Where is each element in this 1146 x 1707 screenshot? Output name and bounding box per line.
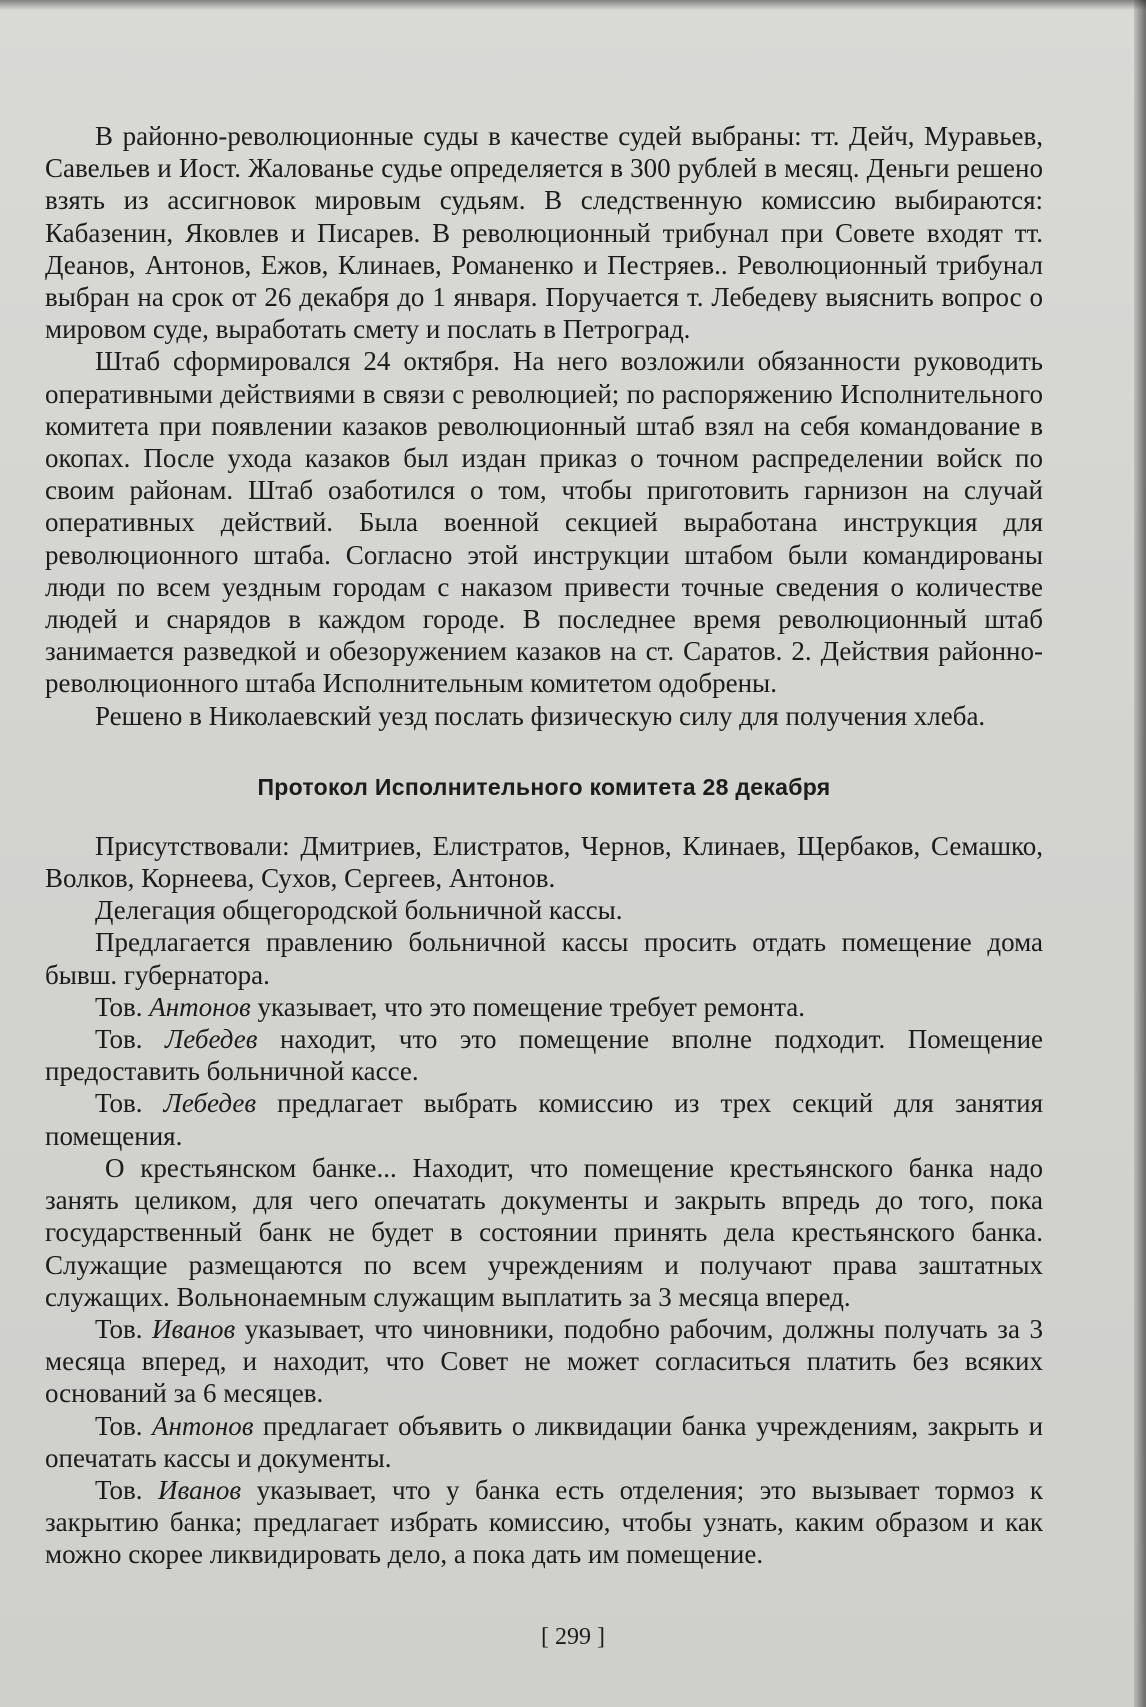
speech-paragraph [45, 1313, 1043, 1410]
speech-paragraph [45, 1087, 1043, 1151]
speech-text: предлагает объявить о ликвидации банка учреждениям, закрыть и опечатать кассы и документы. [45, 1410, 1044, 1473]
speech-prefix: Тов. [95, 991, 143, 1022]
speaker-name: Иванов [157, 1474, 242, 1505]
speech-text: указывает, что у банка есть отделения; это вызывает тормоз к закрытию банка; предлагает избрать комиссию, чтобы узнать, каким образом и как можно скорее ликвидировать дело, а пока дать им помещение. [45, 1474, 1043, 1570]
paragraph-courts: В районно-революционные суды в качестве судей выбраны: тт. Дейч, Муравьев, Савельев и Иост. Жалованье судье определяется в 300 рублей в месяц. Деньги решено взять из ассигновок мировым судьям. В следственную комиссию выбираются: Кабазенин, Яковлев и Писарев. В революционный трибунал при Совете входят тт. Деанов, Антонов, Ежов, Клинаев, Романенко и Пестряев.. Революционный трибунал выбран на срок от 26 декабря до 1 января. Поручается т. Лебедеву выяснить вопрос о мировом суде, выработать смету и послать в Петроград. [45, 121, 1043, 345]
speech-text: предлагает выбрать комиссию из трех секций для занятия помещения. [45, 1088, 1044, 1151]
page-body-text [45, 120, 1043, 1571]
speaker-name: Антонов [149, 991, 251, 1022]
paragraph-grain: Решено в Николаевский уезд послать физическую силу для получения хлеба. [95, 700, 986, 731]
speech-paragraph [45, 1474, 1043, 1571]
speech-paragraph [45, 1023, 1043, 1087]
speaker-name: Лебедев [163, 1088, 257, 1119]
speaker-name: Иванов [152, 1313, 236, 1344]
speech-prefix: Тов. [95, 1024, 143, 1055]
speech-prefix: Тов. [95, 1088, 143, 1119]
speech-paragraph [45, 991, 1043, 1023]
paragraph-delegation: Делегация общегородской больничной кассы. [95, 895, 623, 926]
speaker-name: Лебедев [165, 1024, 258, 1055]
speech-text: указывает, что это помещение требует ремонта. [257, 991, 805, 1022]
page-top-shadow [0, 0, 1146, 10]
page-right-edge-shadow [1134, 0, 1146, 1707]
paragraph-present: Присутствовали: Дмитриев, Елистратов, Чернов, Клинаев, Щербаков, Семашко, Волков, Корнеева, Сухов, Сергеев, Антонов. [45, 830, 1043, 894]
speech-paragraph [45, 1410, 1043, 1474]
paragraph-peasant-bank: О крестьянском банке... Находит, что помещение крестьянского банка надо занять целиком, для чего опечатать документы и закрыть впредь до того, пока государственный банк не будет в состоянии принять дела крестьянского банка. Служащие размещаются по всем учреждениям и получают права заштатных служащих. Вольнонаемным служащим выплатить за 3 месяца вперед. [45, 1152, 1043, 1312]
page-number: [ 299 ] [541, 1624, 605, 1650]
speech-prefix: Тов. [95, 1474, 143, 1505]
paragraph-proposal: Предлагается правлению больничной кассы просить отдать помещение дома бывш. губернатора. [45, 927, 1043, 990]
speech-text: находит, что это помещение вполне подходит. Помещение предоставить больничной кассе. [45, 1024, 1043, 1087]
speech-prefix: Тов. [95, 1313, 143, 1344]
paragraph-staff: Штаб сформировался 24 октября. На него возложили обязанности руководить оперативными действиями в связи с революцией; по распоряжению Исполнительного комитета при появлении казаков революционный штаб взял на себя командование в окопах. После ухода казаков был издан приказ о точном распределении войск по своим районам. Штаб озаботился о том, чтобы приготовить гарнизон на случай оперативных действий. Была военной секцией выработана инструкция для революционного штаба. Согласно этой инструкции штабом были командированы люди по всем уездным городам с наказом привести точные сведения о количестве людей и снарядов в каждом городе. В последнее время революционный штаб занимается разведкой и обезоружением казаков на ст. Саратов. 2. Действия районно-революционного штаба Исполнительным комитетом одобрены. [45, 346, 1043, 699]
speaker-name: Антонов [151, 1410, 254, 1441]
speech-prefix: Тов. [95, 1410, 143, 1441]
protocol-heading: Протокол Исполнительного комитета 28 декабря [257, 773, 831, 800]
speech-text: указывает, что чиновники, подобно рабочим, должны получать за 3 месяца вперед, и находит, что Совет не может согласиться платить без всяких оснований за 6 месяцев. [45, 1313, 1043, 1409]
